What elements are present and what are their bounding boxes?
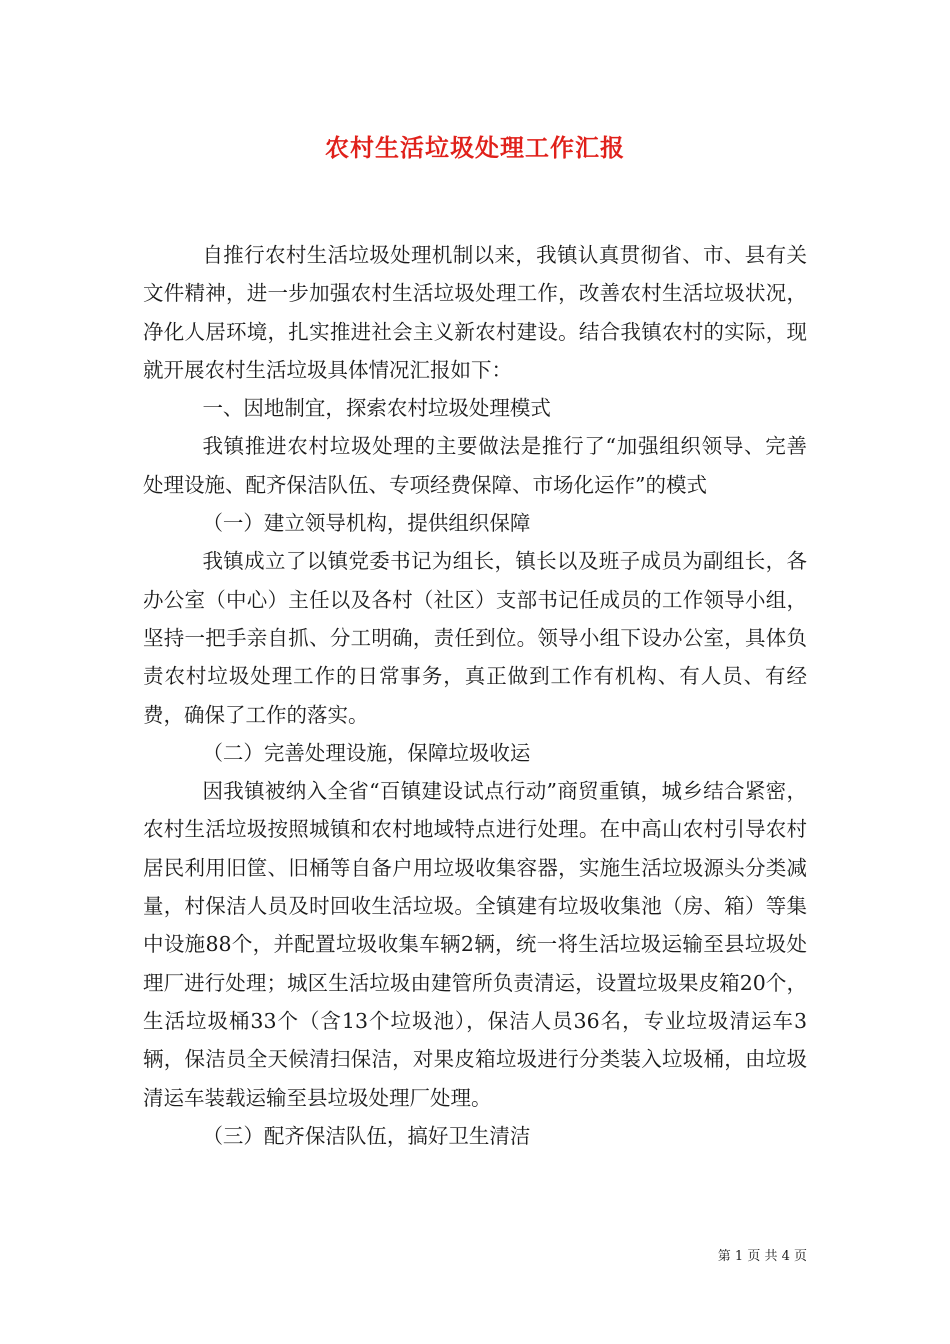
- subsection-heading-3: （三）配齐保洁队伍，搞好卫生清洁: [202, 1123, 531, 1148]
- subsection-paragraph-1: 我镇成立了以镇党委书记为组长，镇长以及班子成员为副组长，各办公室（中心）主任以及各村（社区）支部书记任成员的工作领导小组，坚持一把手亲自抓、分工明确，责任到位。领导小组下设办公室，具体负责农村垃圾处理工作的日常事务，真正做到工作有机构、有人员、有经费，确保了工作的落实。: [143, 549, 807, 727]
- subsection-heading-2: （二）完善处理设施，保障垃圾收运: [202, 740, 531, 765]
- page-number: 第 1 页 共 4 页: [717, 1249, 807, 1264]
- section-paragraph-1: 我镇推进农村垃圾处理的主要做法是推行了“加强组织领导、完善处理设施、配齐保洁队伍、专项经费保障、市场化运作”的模式: [143, 434, 807, 497]
- section-heading-1: 一、因地制宜，探索农村垃圾处理模式: [202, 396, 551, 421]
- intro-paragraph: 自推行农村生活垃圾处理机制以来，我镇认真贯彻省、市、县有关文件精神，进一步加强农村生活垃圾处理工作，改善农村生活垃圾状况，净化人居环境，扎实推进社会主义新农村建设。结合我镇农村的实际，现就开展农村生活垃圾具体情况汇报如下：: [143, 243, 807, 382]
- document-title: 农村生活垃圾处理工作汇报: [325, 133, 625, 162]
- subsection-heading-1: （一）建立领导机构，提供组织保障: [202, 511, 531, 536]
- document-body: [143, 236, 807, 1155]
- subsection-paragraph-2: 因我镇被纳入全省“百镇建设试点行动”商贸重镇，城乡结合紧密，农村生活垃圾按照城镇和农村地域特点进行处理。在中高山农村引导农村居民利用旧筐、旧桶等自备户用垃圾收集容器，实施生活垃圾源头分类减量，村保洁人员及时回收生活垃圾。全镇建有垃圾收集池（房、箱）等集中设施88个，并配置垃圾收集车辆2辆，统一将生活垃圾运输至县垃圾处理厂进行处理；城区生活垃圾由建管所负责清运，设置垃圾果皮箱20个，生活垃圾桶33个（含13个垃圾池），保洁人员36名，专业垃圾清运车3辆，保洁员全天候清扫保洁，对果皮箱垃圾进行分类装入垃圾桶，由垃圾清运车装载运输至县垃圾处理厂处理。: [143, 779, 807, 1110]
